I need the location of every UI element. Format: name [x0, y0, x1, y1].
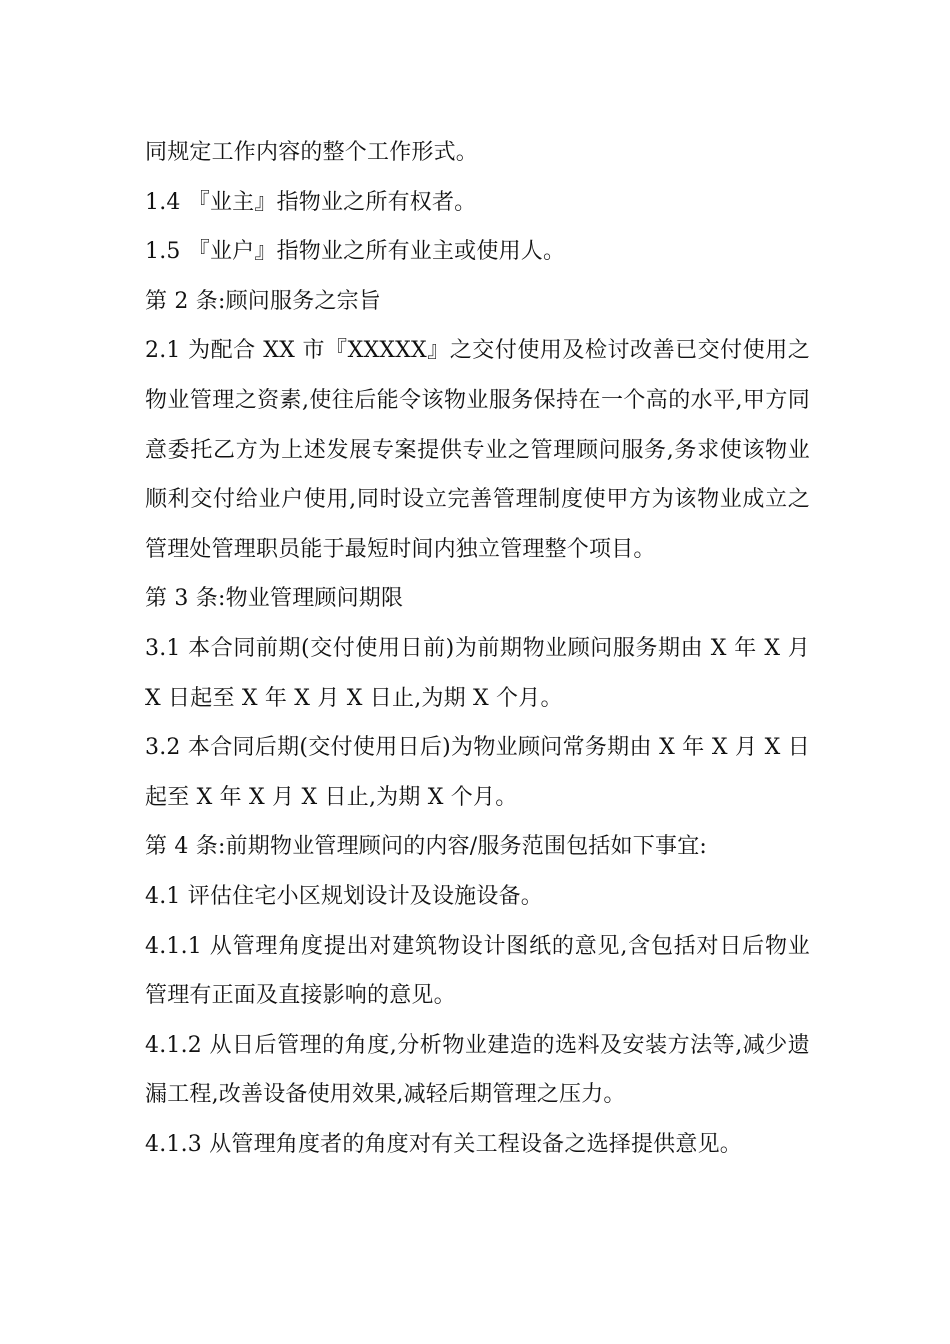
- document-body: [145, 128, 810, 1169]
- paragraph-1-4: 1.4 『业主』指物业之所有权者。: [145, 189, 477, 215]
- paragraph-1: 同规定工作内容的整个工作形式。: [145, 140, 479, 165]
- section-heading-3: 第 3 条:物业管理顾问期限: [145, 586, 404, 612]
- paragraph-3-1: 3.1 本合同前期(交付使用日前)为前期物业顾问服务期由 X 年 X 月 X 日起至 X 年 X 月 X 日止,为期 X 个月。: [145, 635, 810, 711]
- paragraph-4-1: 4.1 评估住宅小区规划设计及设施设备。: [145, 883, 543, 909]
- section-heading-4: 第 4 条:前期物业管理顾问的内容/服务范围包括如下事宜:: [145, 834, 708, 860]
- paragraph-4-1-3: 4.1.3 从管理角度者的角度对有关工程设备之选择提供意见。: [145, 1131, 742, 1157]
- paragraph-4-1-1: 4.1.1 从管理角度提出对建筑物设计图纸的意见,含包括对日后物业管理有正面及直接影响的意见。: [145, 933, 810, 1009]
- paragraph-4-1-2: 4.1.2 从日后管理的角度,分析物业建造的选料及安装方法等,减少遗漏工程,改善设备使用效果,减轻后期管理之压力。: [145, 1032, 810, 1108]
- paragraph-1-5: 1.5 『业户』指物业之所有业主或使用人。: [145, 239, 566, 265]
- section-heading-2: 第 2 条:顾问服务之宗旨: [145, 288, 381, 314]
- paragraph-3-2: 3.2 本合同后期(交付使用日后)为物业顾问常务期由 X 年 X 月 X 日起至 X 年 X 月 X 日止,为期 X 个月。: [145, 735, 810, 810]
- paragraph-2-1: 2.1 为配合 XX 市『XXXXX』之交付使用及检讨改善已交付使用之物业管理之资素,使往后能令该物业服务保持在一个高的水平,甲方同意委托乙方为上述发展专案提供专业之管理顾问服务,务求使该物业顺利交付给业户使用,同时设立完善管理制度使甲方为该物业成立之管理处管理职员能于最短时间内独立管理整个项目。: [145, 338, 810, 562]
